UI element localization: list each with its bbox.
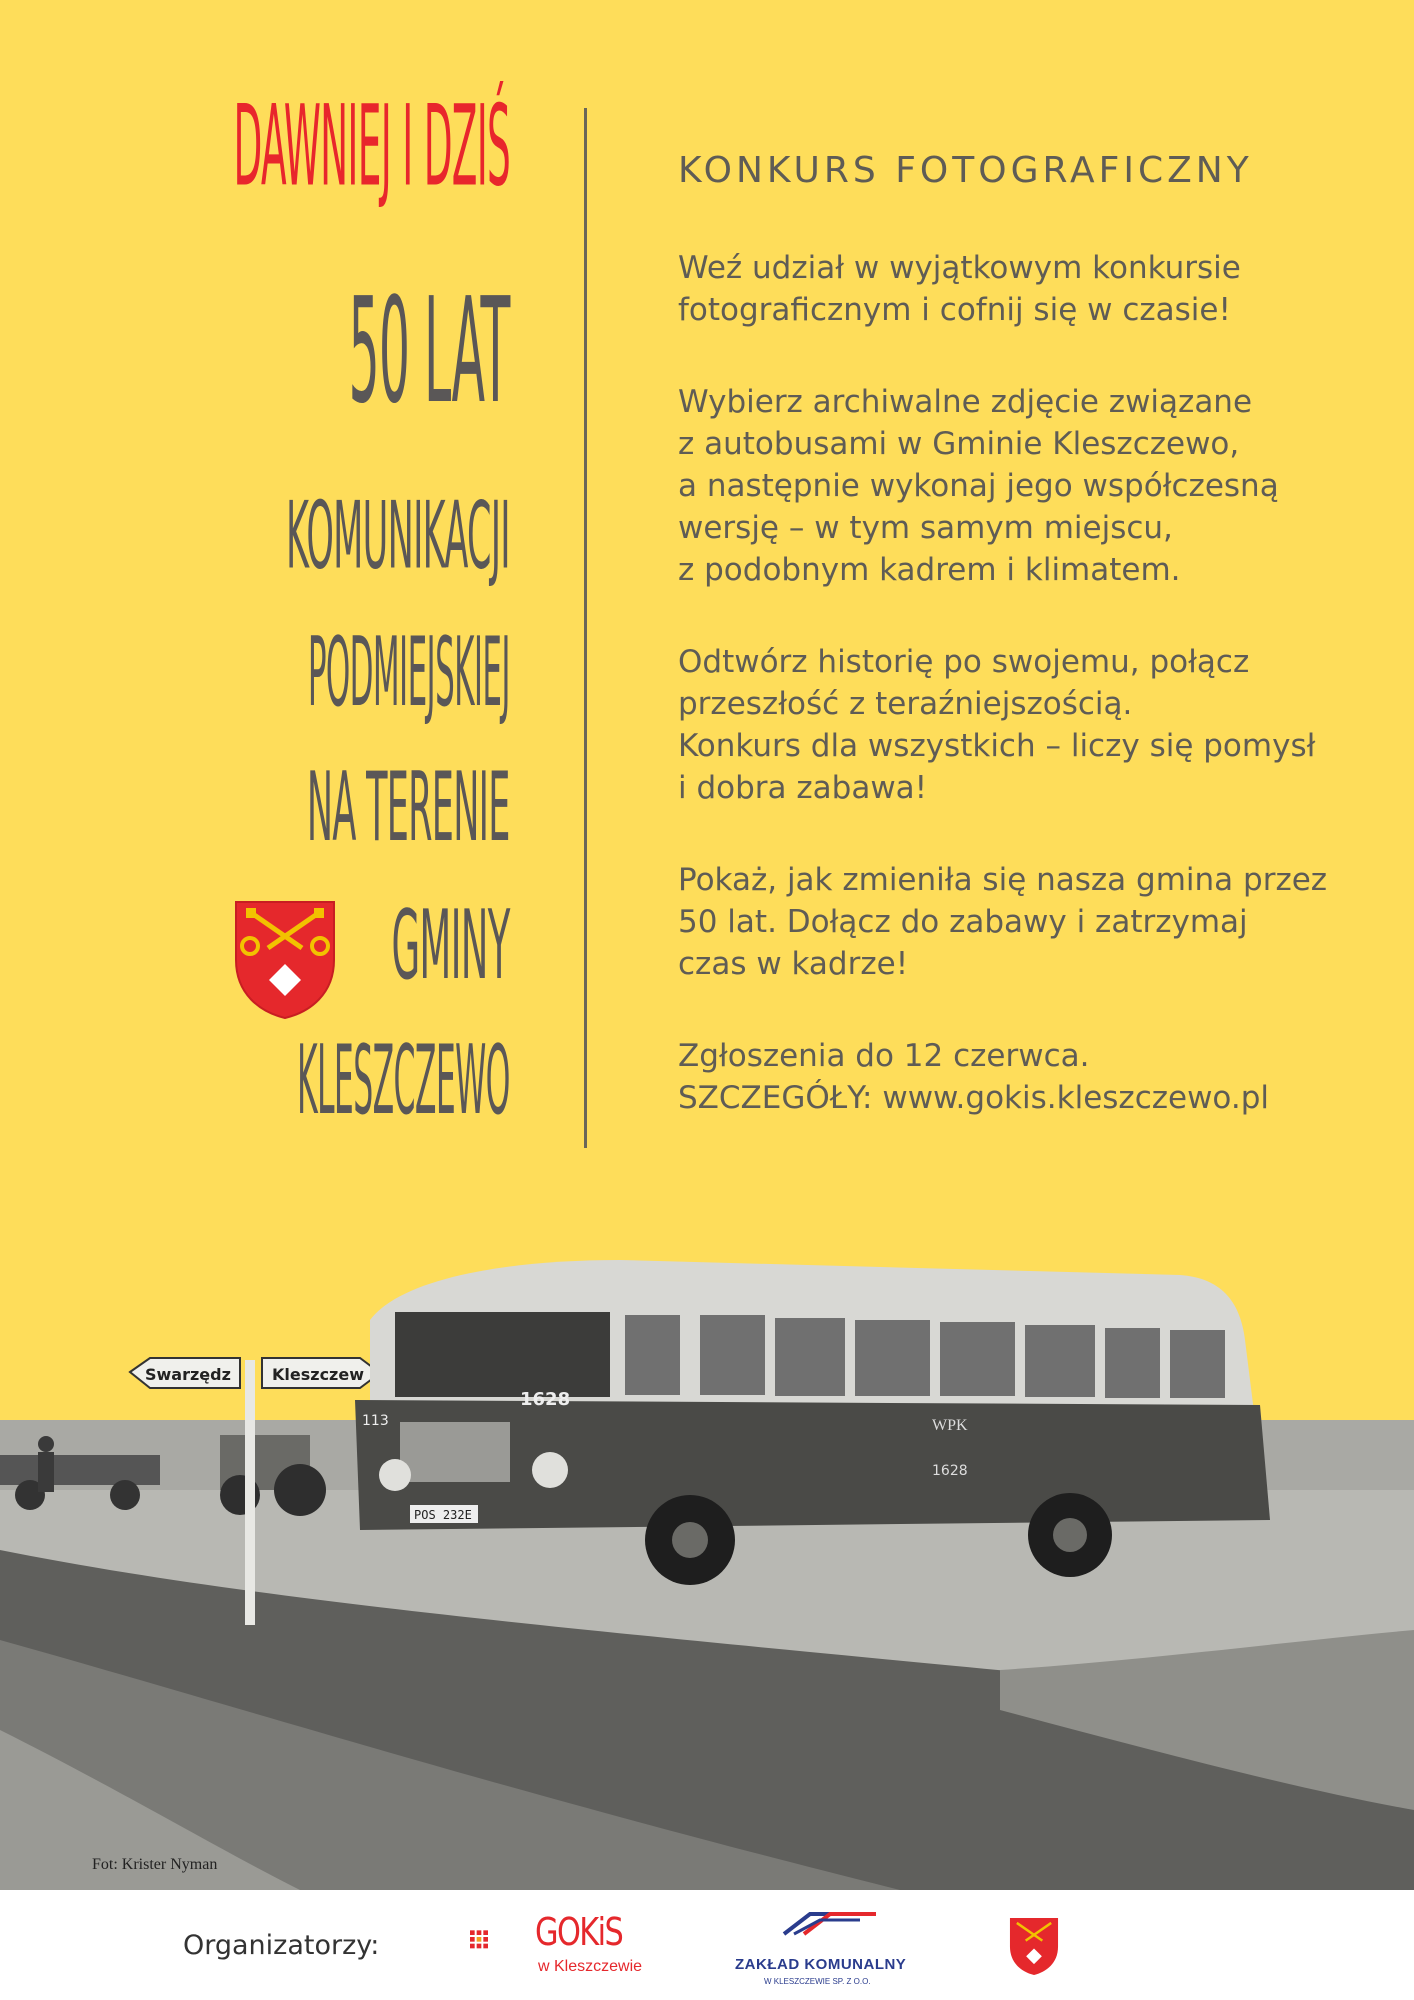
title-50-lat: 50 LAT — [348, 266, 510, 437]
paragraph-2 — [678, 381, 1358, 591]
paragraph-line: Wybierz archiwalne zdjęcie związane — [678, 384, 1253, 420]
paragraph-line: z podobnym kadrem i klimatem. — [678, 552, 1181, 588]
title-podmiejskiej: PODMIEJSKIEJ — [307, 617, 510, 728]
title-gminy: GMINY — [391, 890, 510, 1001]
paragraph-line: czas w kadrze! — [678, 946, 909, 982]
paragraph-3 — [678, 641, 1358, 809]
gokis-name: GOKiS — [535, 1910, 623, 1954]
contest-subtitle: KONKURS FOTOGRAFICZNY — [678, 150, 1253, 191]
bus-side-number: 1628 — [932, 1463, 968, 1479]
organizers-label: Organizatorzy: — [183, 1930, 380, 1961]
paragraph-line: Pokaż, jak zmieniła się nasza gmina przez — [678, 862, 1328, 898]
zaklad-komunalny-logo-icon[interactable] — [780, 1908, 880, 1938]
contest-description — [678, 150, 1358, 1119]
paragraph-1 — [678, 247, 1358, 331]
sign-swarzedz: Swarzędz — [145, 1365, 231, 1384]
paragraph-4 — [678, 859, 1358, 985]
gokis-logo-icon[interactable] — [470, 1912, 530, 1972]
paragraph-line: Konkurs dla wszystkich – liczy się pomysł — [678, 728, 1316, 764]
zaklad-komunalny-name: ZAKŁAD KOMUNALNY — [735, 1956, 907, 1973]
bus-brand: WPK — [932, 1417, 968, 1434]
paragraph-line: z autobusami w Gminie Kleszczewo, — [678, 426, 1240, 462]
deadline-line: Zgłoszenia do 12 czerwca. — [678, 1038, 1090, 1074]
paragraph-line: Odtwórz historię po swojemu, połącz — [678, 644, 1250, 680]
zaklad-komunalny-subtitle: W KLESZCZEWIE SP. Z O.O. — [764, 1977, 871, 1986]
bus-plate: POS 232E — [414, 1508, 472, 1522]
title-na-terenie: NA TERENIE — [307, 752, 510, 863]
paragraph-line: 50 lat. Dołącz do zabawy i zatrzymaj — [678, 904, 1248, 940]
title-dawniej-i-dzis: DAWNIEJ I DZIŚ — [233, 83, 510, 213]
paragraph-line: fotograficznym i cofnij się w czasie! — [678, 292, 1231, 328]
gmina-crest-icon[interactable] — [1008, 1905, 1060, 1987]
gokis-subtitle: w Kleszczewie — [538, 1958, 643, 1975]
paragraph-line: przeszłość z teraźniejszością. — [678, 686, 1133, 722]
photo-credit: Fot: Krister Nyman — [92, 1856, 218, 1873]
title-komunikacji: KOMUNIKACJI — [286, 482, 510, 590]
paragraph-line: Weź udział w wyjątkowym konkursie — [678, 250, 1241, 286]
bus-front-number: 1628 — [520, 1389, 571, 1410]
bus-route: 113 — [362, 1413, 389, 1429]
paragraph-line: wersję – w tym samym miejscu, — [678, 510, 1173, 546]
paragraph-line: i dobra zabawa! — [678, 770, 928, 806]
details-link-line[interactable]: SZCZEGÓŁY: www.gokis.kleszczewo.pl — [678, 1080, 1269, 1116]
coat-of-arms-icon — [232, 898, 338, 1020]
sign-kleszczewo: Kleszczew — [272, 1365, 364, 1384]
paragraph-5 — [678, 1035, 1358, 1119]
title-kleszczewo: KLESZCZEWO — [297, 1025, 510, 1136]
vertical-divider — [584, 108, 587, 1148]
archival-bus-photo — [0, 1190, 1414, 1890]
paragraph-line: a następnie wykonaj jego współczesną — [678, 468, 1279, 504]
